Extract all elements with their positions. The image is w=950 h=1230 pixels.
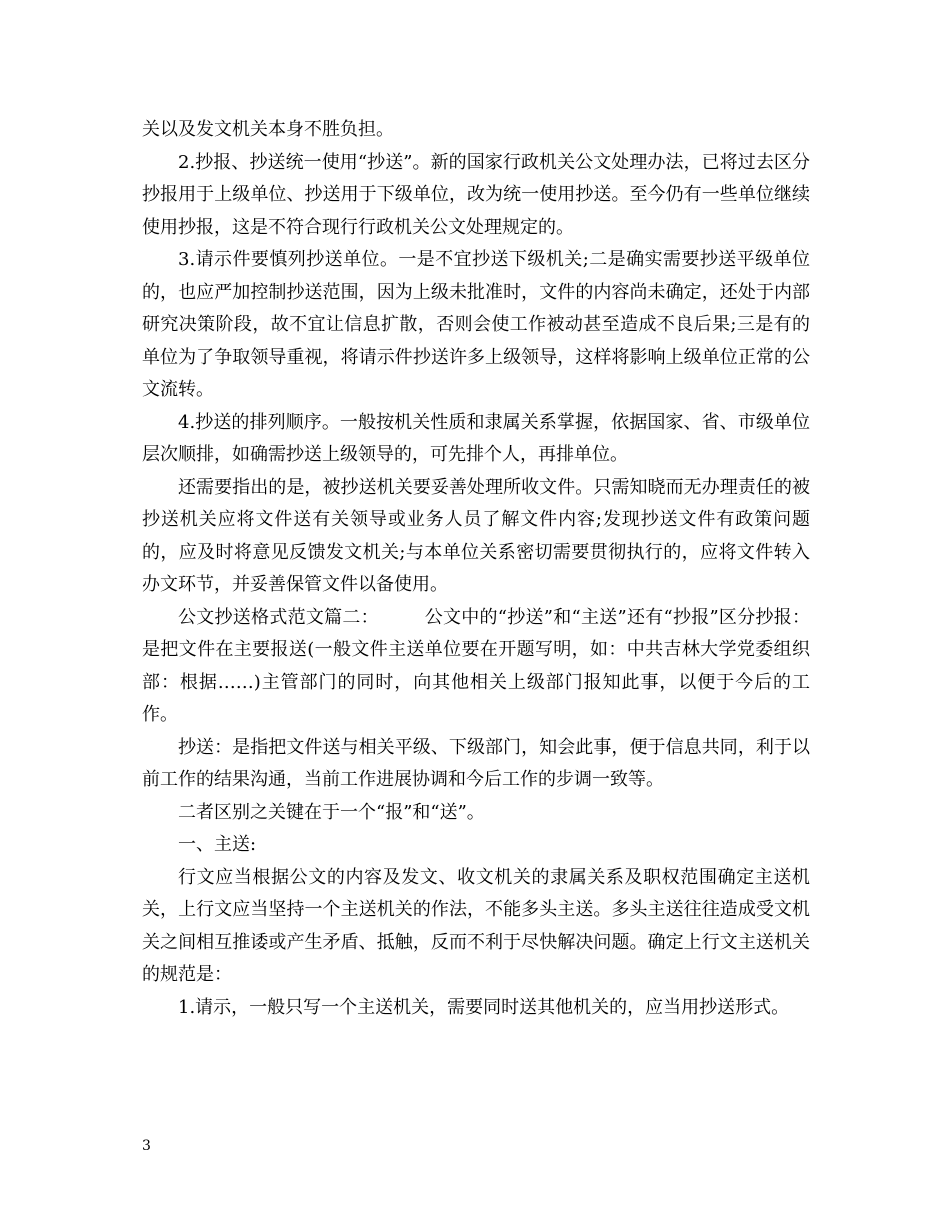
- paragraph-6: 公文抄送格式范文篇二： 公文中的“抄送”和“主送”还有“抄报”区分抄报：是把文件在主要报送(一般文件主送单位要在开题写明，如：中共吉林大学党委组织部：根据……)主管部门的同时，向其他相关上级部门报知此事，以便于今后的工作。: [142, 606, 810, 725]
- paragraph-11: 1.请示，一般只写一个主送机关，需要同时送其他机关的，应当用抄送形式。: [178, 996, 790, 1018]
- paragraph-4: 4.抄送的排列顺序。一般按机关性质和隶属关系掌握，依据国家、省、市级单位层次顺排，如确需抄送上级领导的，可先排个人，再排单位。: [142, 411, 810, 465]
- paragraph-10: 行文应当根据公文的内容及发文、收文机关的隶属关系及职权范围确定主送机关，上行文应当坚持一个主送机关的作法，不能多头主送。多头主送往往造成受文机关之间相互推诿或产生矛盾、抵触，反而不利于尽快解决问题。确定上行文主送机关的规范是：: [142, 866, 810, 985]
- paragraph-8: 二者区别之关键在于一个“报”和“送”。: [178, 801, 485, 823]
- paragraph-1: 关以及发文机关本身不胜负担。: [142, 119, 394, 140]
- page-number: 3: [142, 1138, 151, 1154]
- paragraph-2: 2.抄报、抄送统一使用“抄送”。新的国家行政机关公文处理办法，已将过去区分抄报用于上级单位、抄送用于下级单位，改为统一使用抄送。至今仍有一些单位继续使用抄报，这是不符合现行行政机关公文处理规定的。: [142, 151, 810, 238]
- paragraph-3: 3.请示件要慎列抄送单位。一是不宜抄送下级机关;二是确实需要抄送平级单位的，也应严加控制抄送范围，因为上级未批准时，文件的内容尚未确定，还处于内部研究决策阶段，故不宜让信息扩散，否则会使工作被动甚至造成不良后果;三是有的单位为了争取领导重视，将请示件抄送许多上级领导，这样将影响上级单位正常的公文流转。: [142, 249, 810, 400]
- paragraph-5: 还需要指出的是，被抄送机关要妥善处理所收文件。只需知晓而无办理责任的被抄送机关应将文件送有关领导或业务人员了解文件内容;发现抄送文件有政策问题的，应及时将意见反馈发文机关;与本单位关系密切需要贯彻执行的，应将文件转入办文环节，并妥善保管文件以备使用。: [142, 476, 810, 595]
- document-body: [142, 114, 810, 1024]
- paragraph-7: 抄送：是指把文件送与相关平级、下级部门，知会此事，便于信息共同，利于以前工作的结果沟通，当前工作进展协调和今后工作的步调一致等。: [142, 736, 810, 790]
- paragraph-9: 一、主送:: [178, 834, 257, 855]
